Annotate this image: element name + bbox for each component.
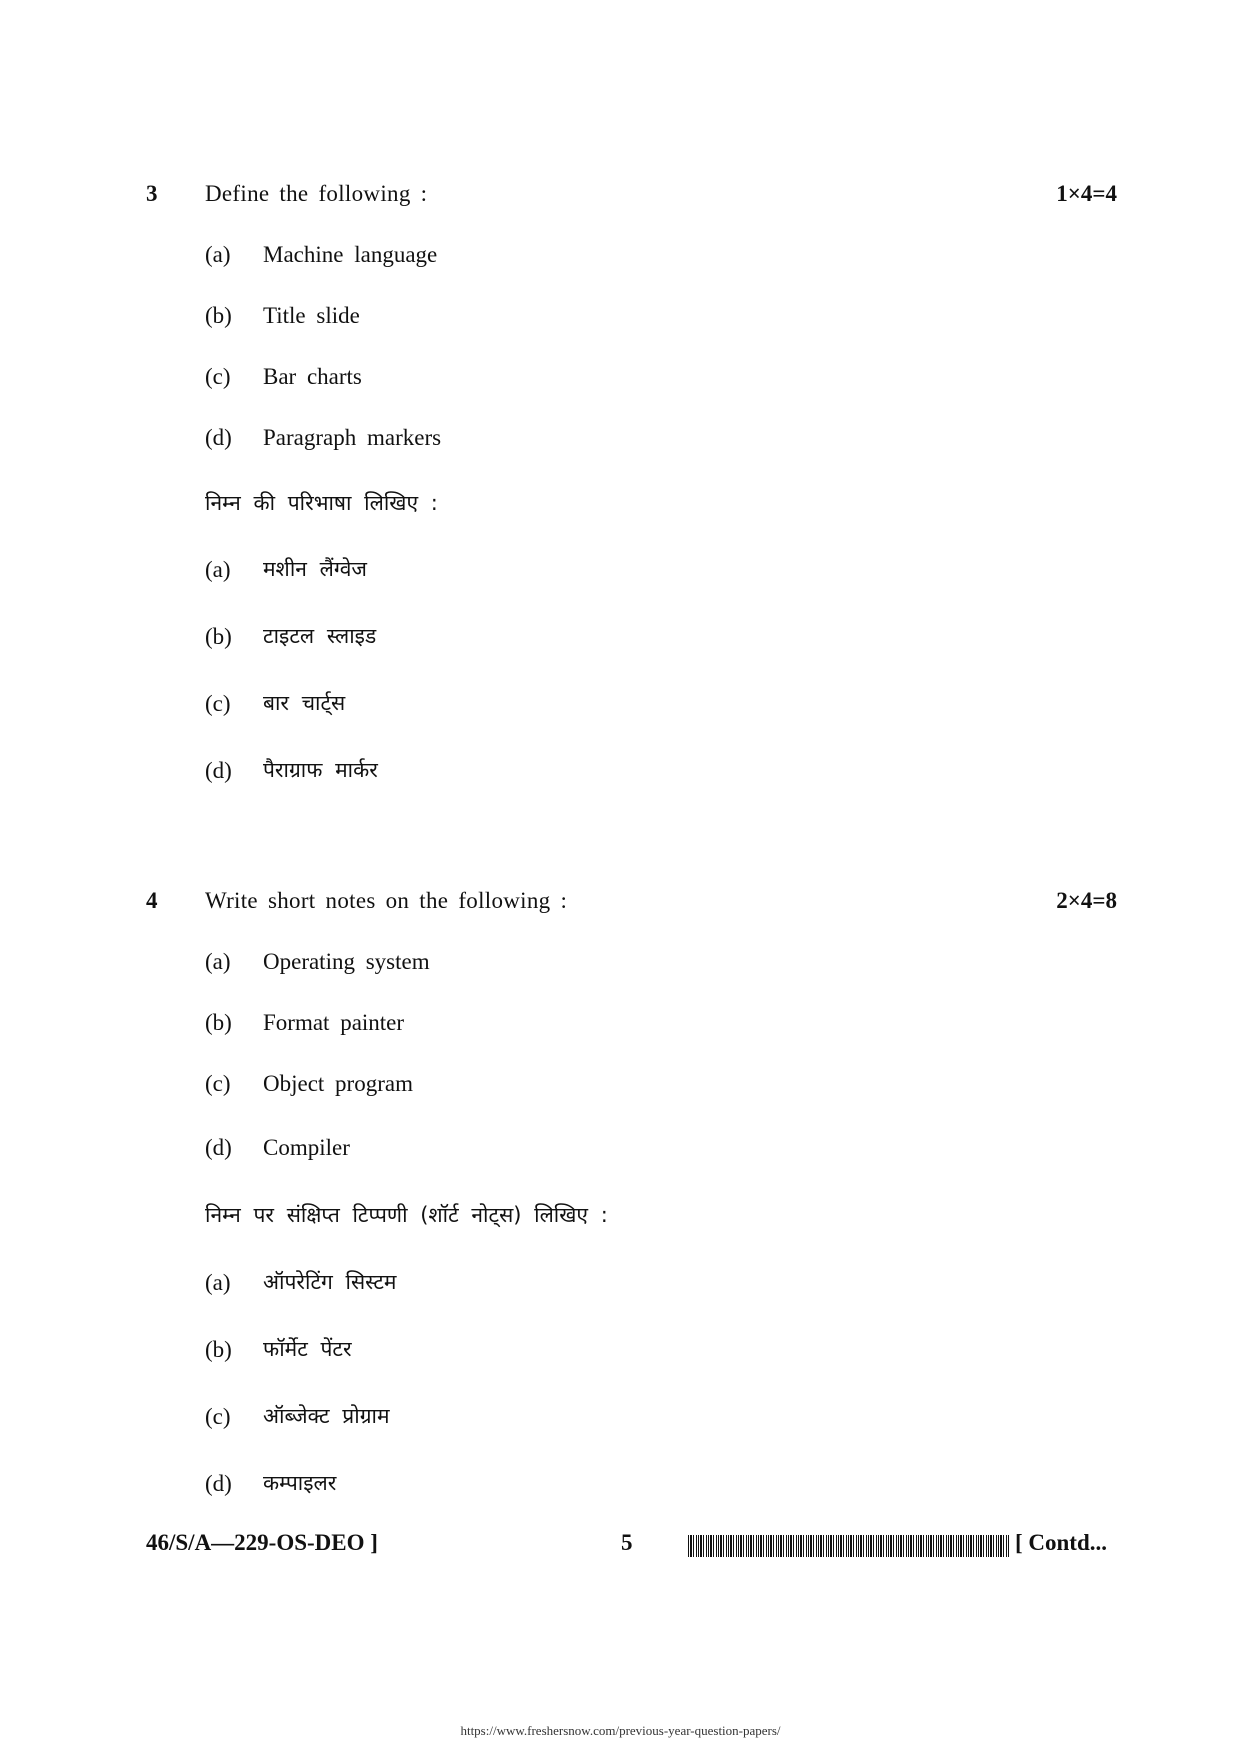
q3-option-c-label: (c) (205, 364, 231, 389)
q4-option-c-text: Object program (263, 1071, 413, 1096)
q3-hindi-option-c-text: बार चार्ट्स (263, 691, 346, 715)
q4-hindi-option-a-text: ऑपरेटिंग सिस्टम (263, 1270, 397, 1294)
question-3-text-hindi: निम्न की परिभाषा लिखिए : (205, 491, 438, 515)
source-url: https://www.freshersnow.com/previous-year-question-papers/ (460, 1723, 781, 1738)
q4-hindi-option-c-label: (c) (205, 1404, 231, 1429)
question-4-text-hindi: निम्न पर संक्षिप्त टिप्पणी (शॉर्ट नोट्स) लिखिए : (205, 1203, 608, 1227)
question-4-marks: 2×4=8 (1056, 888, 1117, 913)
q3-hindi-option-c-label: (c) (205, 691, 231, 716)
q4-hindi-option-c-text: ऑब्जेक्ट प्रोग्राम (263, 1404, 390, 1428)
q4-hindi-option-b-text: फॉर्मेट पेंटर (263, 1337, 352, 1361)
paper-code: 46/S/A—229-OS-DEO ] (146, 1530, 378, 1555)
question-4-text: Write short notes on the following : (205, 888, 568, 913)
q3-hindi-option-b-text: टाइटल स्लाइड (263, 624, 377, 648)
q4-option-d-label: (d) (205, 1135, 232, 1160)
q3-option-d-text: Paragraph markers (263, 425, 442, 450)
q3-option-a-label: (a) (205, 242, 231, 267)
q3-option-c-text: Bar charts (263, 364, 362, 389)
question-3-text: Define the following : (205, 181, 428, 206)
q4-option-d-text: Compiler (263, 1135, 350, 1160)
q3-hindi-option-d-label: (d) (205, 758, 232, 783)
q4-option-a-text: Operating system (263, 949, 430, 974)
q3-option-b-label: (b) (205, 303, 232, 328)
q3-hindi-option-d-text: पैराग्राफ मार्कर (263, 758, 378, 782)
question-4-number: 4 (146, 888, 158, 913)
continued-label: [ Contd... (1015, 1530, 1108, 1555)
q3-hindi-option-a-label: (a) (205, 557, 231, 582)
q4-option-b-text: Format painter (263, 1010, 405, 1035)
q3-option-a-text: Machine language (263, 242, 438, 267)
q3-hindi-option-b-label: (b) (205, 624, 232, 649)
q4-option-b-label: (b) (205, 1010, 232, 1035)
question-3-number: 3 (146, 181, 158, 206)
barcode-icon (688, 1535, 1010, 1557)
q3-option-b-text: Title slide (263, 303, 360, 328)
q3-option-d-label: (d) (205, 425, 232, 450)
q4-hindi-option-d-text: कम्पाइलर (263, 1471, 337, 1495)
page-number: 5 (621, 1530, 633, 1555)
q4-option-a-label: (a) (205, 949, 231, 974)
q4-hindi-option-d-label: (d) (205, 1471, 232, 1496)
q4-option-c-label: (c) (205, 1071, 231, 1096)
question-3-marks: 1×4=4 (1056, 181, 1117, 206)
q3-hindi-option-a-text: मशीन लैंग्वेज (263, 557, 368, 581)
q4-hindi-option-a-label: (a) (205, 1270, 231, 1295)
q4-hindi-option-b-label: (b) (205, 1337, 232, 1362)
